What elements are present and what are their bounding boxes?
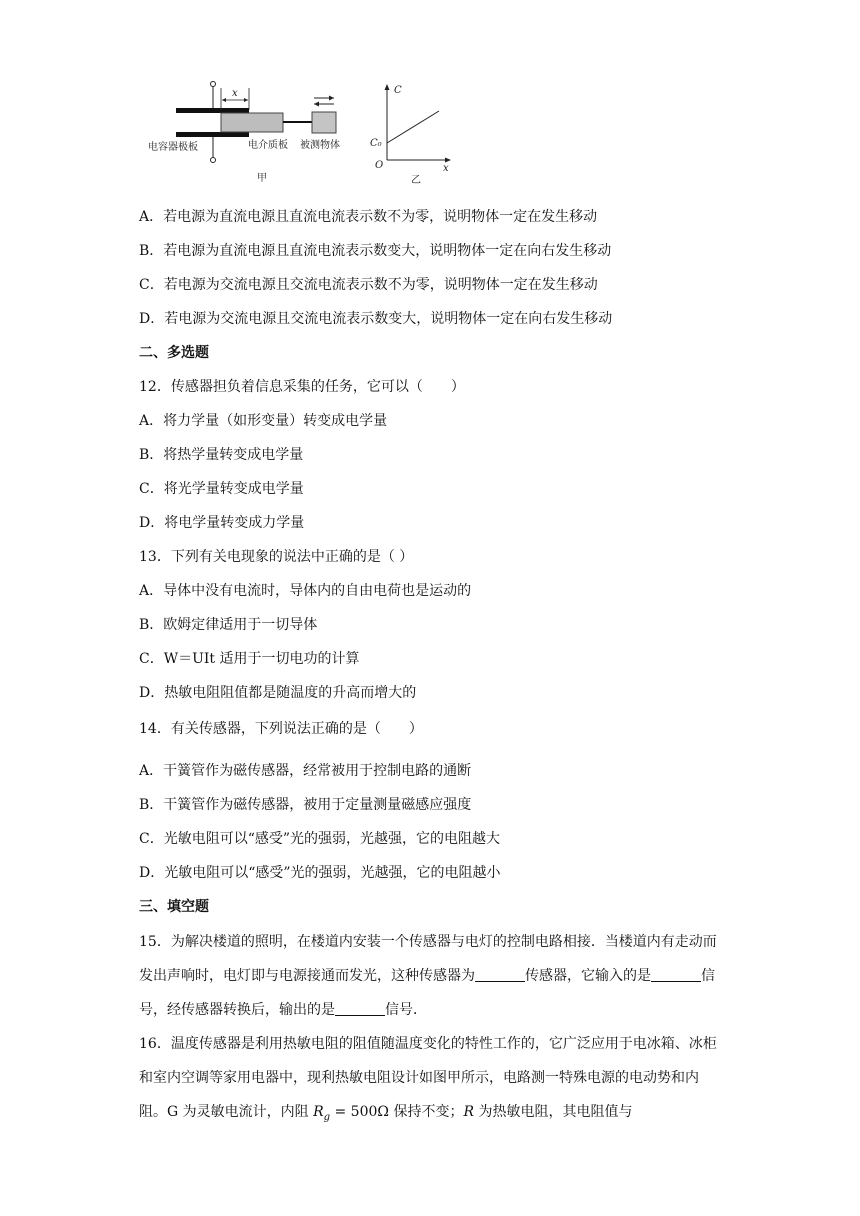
q12-option-a: A．将力学量（如形变量）转变成电学量 bbox=[139, 413, 388, 429]
q13-option-c: C．W＝UIt 适用于一切电功的计算 bbox=[139, 651, 360, 667]
plate-label: 电容器极板 bbox=[148, 142, 198, 153]
figure-jia bbox=[148, 82, 340, 185]
section-heading-multiple-choice: 二、多选题 bbox=[139, 345, 209, 361]
q15-blank-2[interactable] bbox=[651, 967, 701, 982]
q13-option-b: B．欧姆定律适用于一切导体 bbox=[139, 617, 318, 633]
q11-option-d: D．若电源为交流电源且交流电流表示数变大，说明物体一定在向右发生移动 bbox=[139, 311, 613, 327]
q14-stem: 14．有关传感器，下列说法正确的是（ ） bbox=[139, 721, 423, 737]
q16-rg-subscript: g bbox=[323, 1111, 331, 1123]
capacitor-plate-top bbox=[176, 108, 249, 113]
q12-stem: 12．传感器担负着信息采集的任务，它可以（ ） bbox=[139, 379, 465, 395]
q13-option-a: A．导体中没有电流时，导体内的自由电荷也是运动的 bbox=[139, 583, 472, 599]
q15-text-2: 传感器，它输入的是 bbox=[525, 968, 651, 984]
q15-text-1: 15．为解决楼道的照明，在楼道内安装一个传感器与电灯的控制电路相接．当楼道内有走动而发出声响时，电灯即与电源接通而发光，这种传感器为 bbox=[139, 934, 717, 984]
q14-option-d: D．光敏电阻可以“感受”光的强弱，光越强，它的电阻越小 bbox=[139, 865, 501, 881]
q14-option-a: A．干簧管作为磁传感器，经常被用于控制电路的通断 bbox=[139, 763, 472, 779]
q11-option-c: C．若电源为交流电源且交流电流表示数不为零，说明物体一定在发生移动 bbox=[139, 277, 598, 293]
x-dimension-label: x bbox=[232, 88, 238, 99]
c-x-line bbox=[387, 111, 439, 143]
figure-capacitor-sensor bbox=[140, 80, 470, 188]
q12-option-b: B．将热学量转变成电学量 bbox=[139, 447, 304, 463]
section-heading-fill-in: 三、填空题 bbox=[139, 899, 209, 915]
c0-label: C₀ bbox=[370, 138, 382, 149]
q15-blank-1[interactable] bbox=[475, 967, 525, 982]
q16-text-1: 16．温度传感器是利用热敏电阻的阻值随温度变化的特性工作的，它广泛应用于电冰箱、冰柜和室内空调等家用电器中，现利热敏电阻设计如图甲所示，电路测一特殊电源的电动势和内阻。G 为灵敏电流计，内阻 bbox=[139, 1036, 717, 1120]
dielectric-label: 电介质板 bbox=[248, 140, 288, 151]
object-label: 被测物体 bbox=[300, 140, 340, 151]
q15-paragraph bbox=[139, 925, 719, 1027]
q15-text-3: 信号，经传感器转换后，输出的是 bbox=[139, 968, 715, 1018]
q16-text-2: 保持不变； bbox=[389, 1104, 464, 1120]
q11-option-a: A．若电源为直流电源且直流电流表示数不为零，说明物体一定在发生移动 bbox=[139, 209, 598, 225]
q16-rg-value: = 500Ω bbox=[330, 1104, 390, 1120]
c-axis-label: C bbox=[394, 85, 402, 96]
q16-rg-symbol: R bbox=[313, 1104, 324, 1120]
q11-option-b: B．若电源为直流电源且直流电流表示数变大，说明物体一定在向右发生移动 bbox=[139, 243, 612, 259]
caption-yi: 乙 bbox=[411, 175, 421, 186]
x-axis-label: x bbox=[443, 163, 449, 174]
q13-option-d: D．热敏电阻阻值都是随温度的升高而增大的 bbox=[139, 685, 417, 701]
q13-stem: 13．下列有关电现象的说法中正确的是（ ） bbox=[139, 549, 414, 565]
capacitor-plate-bottom bbox=[176, 132, 249, 137]
q15-blank-3[interactable] bbox=[335, 1001, 385, 1016]
measured-object bbox=[312, 112, 336, 133]
origin-label: O bbox=[375, 160, 384, 171]
q16-paragraph bbox=[139, 1027, 719, 1135]
q12-option-c: C．将光学量转变成电学量 bbox=[139, 481, 304, 497]
q15-text-4: 信号． bbox=[385, 1002, 427, 1018]
q12-option-d: D．将电学量转变成力学量 bbox=[139, 515, 305, 531]
q14-option-b: B．干簧管作为磁传感器，被用于定量测量磁感应强度 bbox=[139, 797, 472, 813]
figure-yi-graph bbox=[370, 84, 451, 186]
caption-jia: 甲 bbox=[257, 173, 267, 184]
q16-r-symbol: R bbox=[463, 1104, 475, 1120]
q16-text-3: 为热敏电阻，其电阻值与 bbox=[474, 1104, 633, 1120]
dielectric-board bbox=[221, 113, 283, 132]
q14-option-c: C．光敏电阻可以“感受”光的强弱，光越强，它的电阻越大 bbox=[139, 831, 501, 847]
